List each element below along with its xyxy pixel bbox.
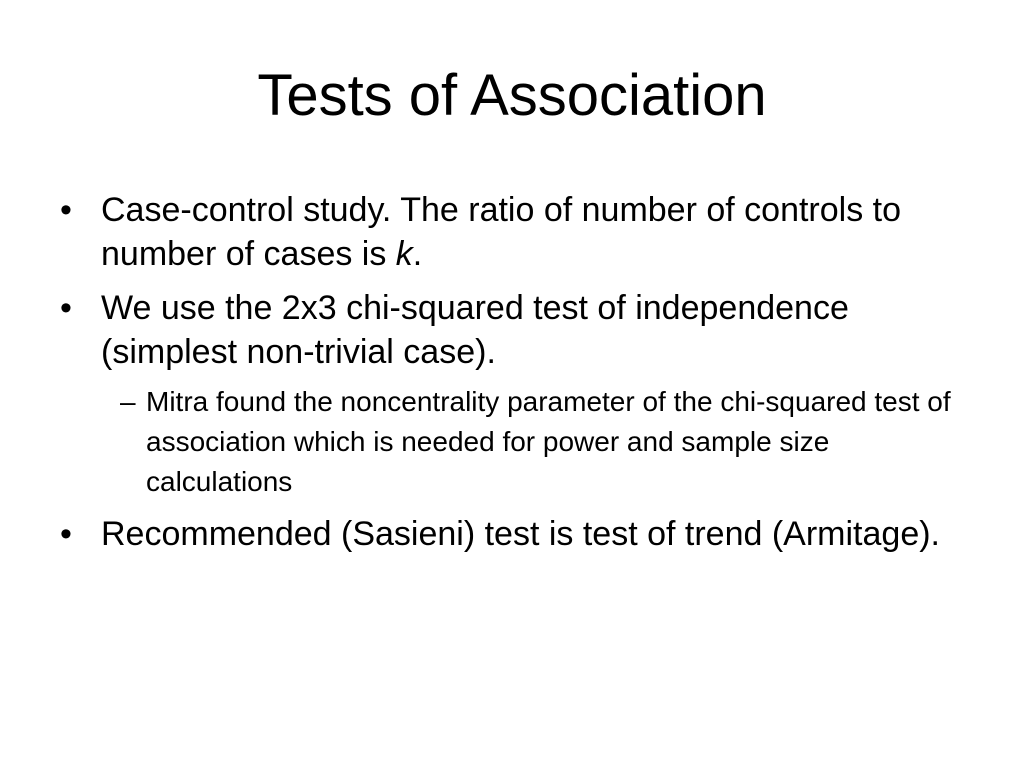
bullet-case-control: [60, 188, 980, 276]
bullet-text-end: .: [412, 235, 423, 273]
slide-title: Tests of Association: [257, 63, 767, 128]
bullet-italic-k: k: [395, 235, 413, 273]
bullet-recommended: [60, 512, 980, 556]
bullet-text: We use the 2x3 chi-squared test of independence (simplest non-trivial case).: [101, 289, 849, 371]
bullet-marker: •: [60, 515, 72, 553]
bullet-marker: •: [60, 289, 72, 327]
sub-bullet-mitra: [60, 382, 980, 502]
bullet-marker: •: [60, 191, 72, 229]
slide-body: [60, 188, 980, 566]
bullet-text: [101, 191, 901, 273]
sub-bullet-text: Mitra found the noncentrality parameter of the chi-squared test of association which is needed for power and sample size calculations: [146, 386, 951, 497]
bullet-text: Recommended (Sasieni) test is test of trend (Armitage).: [101, 515, 940, 553]
bullet-text-part: Case-control study. The ratio of number of controls to number of cases is: [101, 191, 902, 273]
bullet-chi-squared: [60, 286, 980, 374]
sub-bullet-marker: –: [120, 386, 136, 417]
